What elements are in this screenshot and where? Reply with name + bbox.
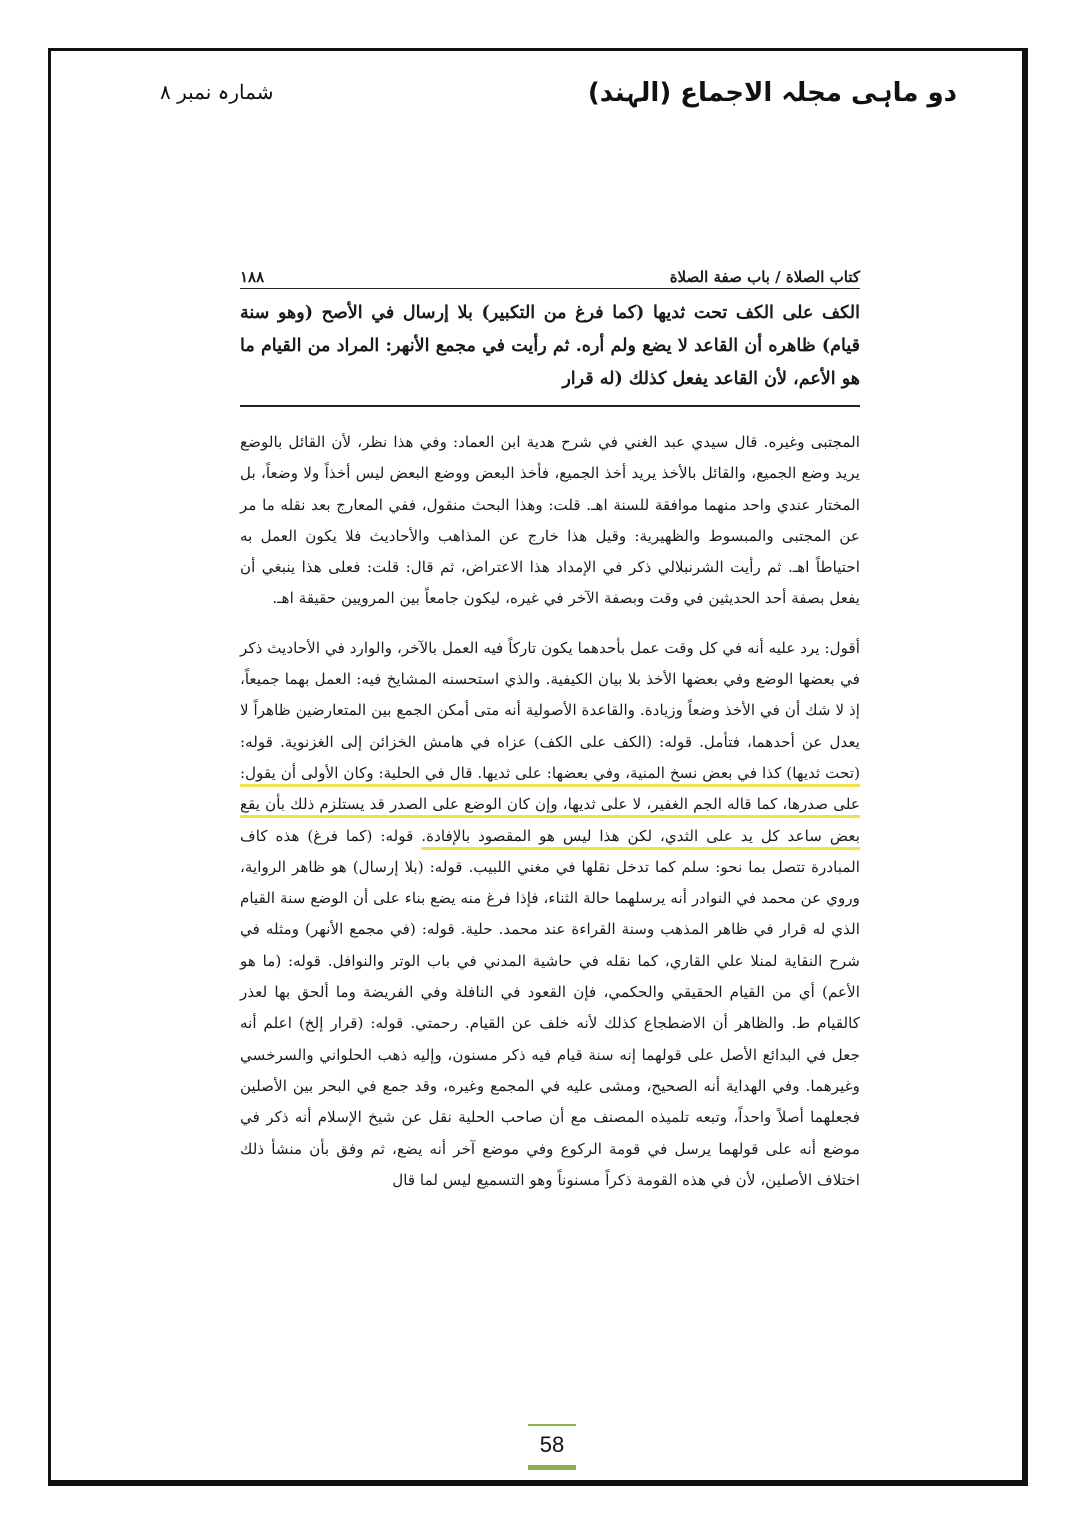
scanned-book-page <box>240 260 860 1320</box>
highlighted-passage: (تحت ثديها) كذا في بعض نسخ المنية، وفي بعضها: على ثديها. قال في الحلية: وكان الأولى أن يقول: على صدرها، كما قاله الجم الغفير، لا على ثديها، وإن كان الوضع على الصدر قد يستلزم ذلك بأن يقع بعض ساعد كل يد على الثدي، لكن هذا ليس هو المقصود بالإفادة. <box>240 763 860 845</box>
journal-title: دو ماہی مجلہ الاجماع (الہند) <box>587 78 957 108</box>
issue-number: شمارہ نمبر ۸ <box>160 80 274 104</box>
matn-text: الكف على الكف تحت ثديها (كما فرغ من التكبير) بلا إرسال في الأصح (وهو سنة قيام) ظاهره أن القاعد لا يضع ولم أره. ثم رأيت في مجمع الأنهر: المراد من القيام ما هو الأعم، لأن القاعد يفعل كذلك (له قرار <box>240 297 860 407</box>
page-number: 58 <box>539 1432 565 1457</box>
commentary-paragraph-2 <box>240 633 860 1196</box>
commentary-paragraph-1: المجتبى وغيره. قال سيدي عبد الغني في شرح هدية ابن العماد: وفي هذا نظر، لأن القائل بالوضع يريد وضع الجميع، والقائل بالأخذ يريد أخذ الجميع، فأخذ البعض ووضع البعض ليس أخذاً ولا وضعاً، بل المختار عندي واحد منهما موافقة للسنة اهـ. قلت: وهذا البحث منقول، ففي المعارج بعد نقله ما مر عن المجتبى والمبسوط والظهيرية: وقيل هذا خارج عن المذاهب والأحاديث فلا يكون العمل به احتياطاً اهـ. ثم رأيت الشرنبلالي ذكر في الإمداد هذا الاعتراض، ثم قال: قلت: فعلى هذا ينبغي أن يفعل بصفة أحد الحديثين في وقت وبصفة الآخر في غيره، ليكون جامعاً بين المرويين حقيقة اهـ. <box>240 433 860 608</box>
page-number-box <box>528 1424 576 1470</box>
commentary-text-after-highlight: قوله: (كما فرغ) هذه كاف المبادرة تتصل بما نحو: سلم كما تدخل نقلها في مغني اللبيب. قوله: (بلا إرسال) هو ظاهر الرواية، وروي عن محمد في النوادر أنه يرسلهما حالة الثناء، فإذا فرغ منه يضع بناء على أن الوضع سنة القيام الذي له قرار في ظاهر المذهب وسنة القراءة عند محمد. حلية. قوله: (في مجمع الأنهر) ومثله في شرح النقاية لمنلا علي القاري، كما نقله في حاشية المدني في باب الوتر والنوافل. قوله: (ما هو الأعم) أي من القيام الحقيقي والحكمي، فإن القعود في النافلة وفي الفريضة وما ألحق بها لعذر كالقيام ط. والظاهر أن الاضطجاع كذلك لأنه خلف عن القيام. رحمتي. قوله: (قرار إلخ) اعلم أنه جعل في البدائع الأصل على قولهما إنه سنة قيام فيه ذكر مسنون، وإليه ذهب الحلواني والسرخسي وغيرهما. وفي الهداية أنه الصحيح، ومشى عليه في المجمع وغيره، وقد جمع في البحر بين الأصلين فجعلهما أصلاً واحداً، وتبعه تلميذه المصنف مع أن صاحب الحلية نقل عن شيخ الإسلام أنه ذكر في موضع أنه على قولهما يرسل في قومة الركوع وفي موضع آخر أنه يضع، ثم وفق بأن منشأ ذلك اختلاف الأصلين، لأن في هذه القومة ذكراً مسنوناً وهو التسميع ليس لما قال <box>240 826 860 1189</box>
commentary-text <box>240 427 860 1196</box>
commentary-text-before-highlight: أقول: يرد عليه أنه في كل وقت عمل بأحدهما يكون تاركاً فيه العمل بالآخر، والوارد في الأحاديث ذكر في بعضها الوضع وفي بعضها الأخذ بلا بيان الكيفية. والذي استحسنه المشايخ فيه: العمل بهما جميعاً، إذ لا شك أن في الأخذ وضعاً وزيادة. والقاعدة الأصولية أنه متى أمكن الجمع بين المتعارضين ظاهراً لا يعدل عن أحدهما، فتأمل. قوله: (الكف على الكف) عزاه في هامش الخزائن إلى الغزنوية. قوله: <box>240 638 860 751</box>
book-chapter-title: كتاب الصلاة / باب صفة الصلاة <box>669 268 860 286</box>
book-page-number: ١٨٨ <box>240 268 265 286</box>
book-running-header <box>240 260 860 289</box>
